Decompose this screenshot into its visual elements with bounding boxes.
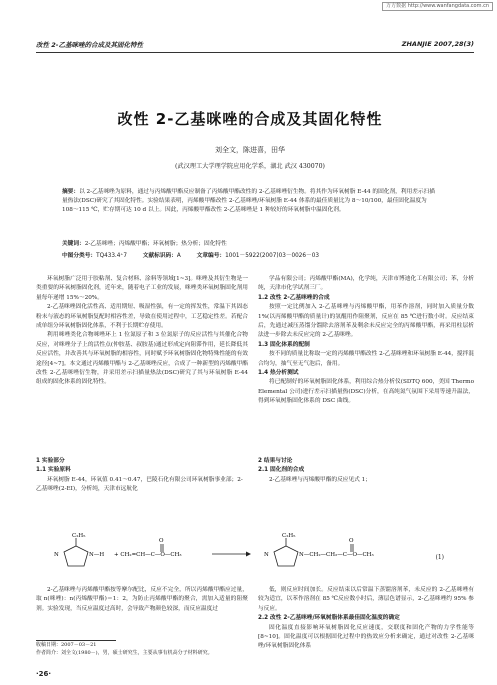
reaction-scheme bbox=[36, 532, 474, 584]
section-heading-1-2: 1.2 改性 2-乙基咪唑的合成 bbox=[258, 294, 330, 301]
footnote-rule bbox=[36, 640, 116, 641]
ring-n-left: N bbox=[54, 552, 59, 558]
ring-n-right: N bbox=[264, 552, 269, 558]
keywords-text: 2-乙基咪唑；丙烯酸甲酯；环氧树脂；热分析；固化特性 bbox=[84, 241, 227, 247]
ethyl-label-right: C₂H₅ bbox=[282, 533, 296, 539]
materials-paragraph: 环氧树脂 E-44，环氧值 0.41～0.47，巴陵石化有限公司环氧树脂事业部；2-乙基咪唑(2-EI)，分析纯，天津市远航化 bbox=[36, 476, 243, 493]
viewer-topbar bbox=[0, 0, 497, 12]
running-head-title: 改性 2-乙基咪唑的合成及其固化特性 bbox=[36, 41, 143, 49]
running-head-journal: ZHANJIE 2007,28(3) bbox=[401, 40, 474, 48]
footnote bbox=[36, 642, 248, 657]
section-heading-2-2: 2.2 改性 2-乙基咪唑/环氧树脂体系最佳固化温度的确定 bbox=[258, 615, 400, 622]
experimental-section bbox=[36, 457, 248, 495]
curing-system-paragraph: 按不同的质量比称取一定的丙烯酸甲酯改性 2-乙基咪唑和环氧树脂 E-44，搅拌混合均匀，抽气至无气泡后，备用。 bbox=[258, 351, 474, 367]
clc-code: 中图分类号：TQ433.4⁺7 bbox=[62, 253, 127, 259]
running-head bbox=[36, 38, 474, 52]
intro-column bbox=[36, 275, 248, 388]
section-heading-1-1: 1.1 实验原料 bbox=[36, 467, 71, 474]
section-heading-1: 1 实验部分 bbox=[36, 458, 65, 464]
reaction-discussion-continued: 低，则反应时间加长。反应结束以后常温下蒸馏溶剂苯，未反应的 2-乙基咪唑有较为适宜，以苯作溶剂在 85 ℃反应数小时后，薄层色谱显示，2-乙基咪唑约 95% 参与反应。 bbox=[258, 587, 474, 612]
section-heading-2-1: 2.1 固化剂的合成 bbox=[258, 467, 305, 474]
keywords-label: 关键词： bbox=[62, 241, 85, 247]
author-bio: 作者简介：刘全文(1980－)，男，硕士研究生，主要从事有机高分子材料研究。 bbox=[36, 649, 213, 656]
intro-paragraph: 环氧树脂广泛用于胶粘剂、复合材料、涂料等领域[1~3]。咪唑及其衍生物是一类重要的环氧树脂固化剂，近年来，随着电子工业的发展，咪唑类环氧树脂固化剂用量每年递增 15%～20%。 bbox=[36, 276, 248, 301]
materials-column bbox=[258, 275, 474, 407]
abstract-text: 以 2-乙基咪唑为原料，通过与丙烯酸甲酯反应制备了丙烯酸甲酯改性的 2-乙基咪唑衍生物。将其作为环氧树脂 E-44 的固化剂，利用差示扫描量热法(DSC)研究了其固化特性。实验结果表明，丙烯酸甲酯改性 2-乙基咪唑/环氧树脂 E-44 体系的最佳质量比为 8～10/100，最佳固化温度为 108～115 ℃，贮存期可达 10 d 以上。因此，丙烯酸甲酯改性 2-乙基咪唑是 1 种较好的环氧树脂中温固化剂。 bbox=[62, 189, 435, 213]
equation-number: (1) bbox=[435, 554, 444, 561]
article-affiliation: (武汉理工大学理学院应用化学系，湖北 武汉 430070) bbox=[175, 163, 325, 170]
synthesis-paragraph: 按照一定比例加入 2-乙基咪唑与丙烯酸甲酯，用苯作溶剂，同时加入质量分数 1%(以丙烯酸甲酯的质量计)的氢醌用作阻聚剂，反应在 85 ℃进行数小时。反应结束后，先通过减压蒸馏分馏除去溶剂苯及剩余未反应完全的丙烯酸甲酯，再采用柱层析法进一步除去未反应完的 2-乙基咪唑。 bbox=[258, 304, 474, 339]
reaction-intro: 2-乙基咪唑与丙烯酸甲酯的反应见式 1； bbox=[269, 476, 371, 483]
doc-code: 文献标识码：A bbox=[142, 253, 181, 259]
bottom-left-column bbox=[36, 586, 248, 614]
section-heading-1-4: 1.4 热分析测试 bbox=[258, 370, 299, 377]
materials-continued: 学品有限公司；丙烯酸甲酯(MA)，化学纯，天津市博迪化工有限公司；苯，分析纯，天津市化学试剂三厂。 bbox=[258, 276, 474, 292]
abstract-label: 摘要： bbox=[62, 189, 80, 195]
keywords bbox=[62, 240, 438, 249]
article-authors: 刘全文，陈进喜，田华 bbox=[215, 146, 285, 154]
header-rule bbox=[36, 52, 474, 53]
carbonyl-o-left: O bbox=[159, 538, 164, 544]
imidazole-ring-right bbox=[274, 546, 298, 566]
intro-paragraph: 利用咪唑类化合物咪唑环上 1 位氮原子和 3 位氮原子的反应活性与其催化合物反应，对咪唑分子上的活性点(仲胺基、叔胺基)通过形成定向阻滞作用，延长降低其反应活性，并改善其与环氧树脂的相容性，同时赋予环氧树脂固化物特殊性能的有效途径[4~7]。本文通过丙烯酸甲酯与 2-乙基咪唑反应，合成了一种新型的丙烯酸甲酯改性 2-乙基咪唑衍生物，并采用差示扫描量热法(DSC)研究了其与环氧树脂 E-44 组成的固化体系的固化特性。 bbox=[36, 332, 248, 386]
abstract bbox=[62, 188, 438, 215]
section-heading-2: 2 结果与讨论 bbox=[258, 458, 293, 464]
reagent-label: + CH₂=CH—C—O—CH₃ bbox=[114, 552, 182, 558]
watermark-badge[interactable]: 万方数据 http://www.wanfangdata.com.cn bbox=[382, 2, 493, 11]
page-number: ·26· bbox=[36, 670, 52, 678]
results-section bbox=[258, 457, 474, 485]
product-chain: N—CH₂—CH₂—C—O—CH₃ bbox=[299, 552, 374, 558]
reaction-diagram bbox=[36, 532, 456, 584]
section-heading-1-3: 1.3 固化体系的配制 bbox=[258, 341, 310, 348]
article-title: 改性 2-乙基咪唑的合成及其固化特性 bbox=[117, 110, 383, 128]
received-date: 收稿日期：2007－03－21 bbox=[36, 642, 97, 648]
curing-temperature-paragraph: 固化温度直接影响环氧树脂固化反应速度，交联度和固化产物的力学性能等[8~10]。固化温度可以根据固化过程中的热效应分析来确定，通过对改性 2-乙基咪唑/环氧树脂固化体系 bbox=[258, 624, 474, 650]
intro-paragraph: 2-乙基咪唑固化活性高、适用期短、吸湿性强，有一定的挥发性，常温下其固态粉末与液态的环氧树脂复配时相容性差，导致在使用过程中，工艺稳定性差。若配合成单组分环氧树脂固化体系，不利于长期贮存使用。 bbox=[36, 304, 248, 330]
carbonyl-o-right: O bbox=[349, 538, 354, 544]
document-page bbox=[24, 12, 476, 680]
classification-line bbox=[62, 252, 438, 261]
article-number: 文章编号：1001－5922(2007)03－0026－03 bbox=[196, 253, 319, 259]
imidazole-ring-left bbox=[64, 546, 88, 566]
ethyl-label-left: C₂H₅ bbox=[72, 533, 86, 539]
nh-label: N—H bbox=[89, 552, 105, 558]
thermal-analysis-paragraph: 将已配制好的环氧树脂固化体系，利用综合热分析仪(SDTQ 600，美国 Thermo Elemental 公司)进行差示扫描量热(DSC)分析，在高纯氮气氛围下采用等速升温法，得到环氧树脂固化体系的 DSC 曲线。 bbox=[258, 379, 474, 405]
bottom-right-column bbox=[258, 586, 474, 652]
reaction-discussion: 2-乙基咪唑与丙烯酸甲酯按等摩尔配比，反应不完全，所以丙烯酸甲酯应过量，取 n(咪唑)：n(丙烯酸甲酯)＝1：2，为防止丙烯酸甲酯的聚合，需加入适量的阻聚剂。实验发现，当反应温度过高时，会导致产物颜色较深，而反应温度过 bbox=[36, 587, 248, 612]
